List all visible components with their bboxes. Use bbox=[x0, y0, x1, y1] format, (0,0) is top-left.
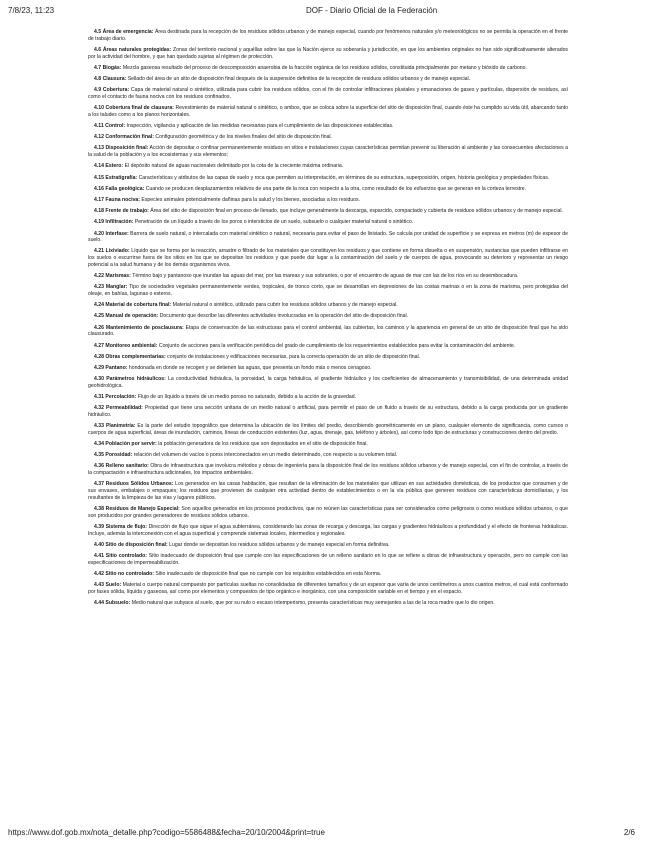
definition-text: Características y atributos de las capas de suelo y roca que permiten su interpretación, en términos de su estructura, superposición, origen, historia geológica y propiedades físicas. bbox=[137, 174, 550, 181]
definition-paragraph bbox=[88, 452, 568, 459]
definition-term: 4.15 Estratigrafía: bbox=[94, 174, 138, 181]
definition-term: 4.20 Interfase: bbox=[94, 230, 129, 237]
definition-term: 4.35 Porosidad: bbox=[94, 452, 133, 459]
definition-text: Barrera de suelo natural, o intercalada con material sintético o natural, necesaria para evitar el paso de lixiviado. Se calcula por unidad de superficie y se expresa en metros (m) de espesor de suelo. bbox=[88, 230, 568, 244]
definition-paragraph bbox=[88, 354, 568, 361]
definition-paragraph bbox=[88, 231, 568, 244]
definition-term: 4.39 Sistema de flujo: bbox=[94, 523, 147, 530]
definition-paragraph bbox=[88, 186, 568, 193]
definition-term: 4.23 Manglar: bbox=[94, 284, 128, 291]
definition-paragraph bbox=[88, 29, 568, 42]
definition-text: Inspección, vigilancia y aplicación de las medidas necesarias para el cumplimiento de las disposiciones establecidas. bbox=[125, 123, 394, 130]
page-footer bbox=[8, 828, 647, 840]
definition-term: 4.9 Cobertura: bbox=[94, 87, 130, 94]
definition-text: Material o cuerpo natural compuesto por partículas sueltas no consolidadas de diferentes tamaños y de un espesor que varía de unos centímetros a unos cuantos metros, el cual está conformado por fases sólida, líquida y gaseosa, así como por elementos y compuestos de tipo orgánico e inorgánico, con una composición variable en el tiempo y en el espacio. bbox=[88, 582, 568, 595]
definition-text: Sitio inadecuado de disposición final que cumple con las especificaciones de un relleno sanitario en lo que se refiere a obras de infraestructura y operación, pero no cumple con las especificaciones de impermeabilización. bbox=[88, 552, 568, 566]
definition-text: El depósito natural de aguas nacionales delimitado por la cota de la creciente máxima ordinaria. bbox=[123, 163, 344, 170]
definition-text: la población generadora de los residuos que son depositados en el sitio de disposición final. bbox=[156, 441, 368, 448]
definition-term: 4.41 Sitio controlado: bbox=[94, 552, 147, 559]
definition-term: 4.40 Sitio de disposición final: bbox=[94, 541, 168, 548]
print-datetime: 7/8/23, 11:23 bbox=[8, 6, 55, 15]
definition-paragraph bbox=[88, 365, 568, 372]
definition-term: 4.21 Lixiviado: bbox=[94, 248, 130, 255]
definition-paragraph bbox=[88, 600, 568, 607]
definition-paragraph bbox=[88, 197, 568, 204]
definition-text: Líquido que se forma por la reacción, arrastre o filtrado de los materiales que constituyen los residuos y que contiene en forma disuelta o en suspensión, sustancias que pueden infiltrarse en los suelos o escurrirse fuera de los sitios en los que se depositan los residuos y que puede dar lugar a la contaminación del suelo y de cuerpos de agua, provocando su deterioro y representar un riesgo potencial a la salud humana y de los demás organismos vivos. bbox=[88, 248, 568, 268]
definition-paragraph bbox=[88, 87, 568, 100]
definition-paragraph bbox=[88, 325, 568, 338]
definition-term: 4.42 Sitio no controlado: bbox=[94, 570, 154, 577]
definition-text: Especies animales potencialmente dañinas para la salud y los bienes, asociadas a los residuos. bbox=[140, 196, 361, 203]
definition-text: Material natural o sintético, utilizado para cubrir los residuos sólidos urbanos y de manejo especial. bbox=[171, 302, 398, 309]
definition-text: Conjunto de acciones para la verificación periódica del grado de cumplimiento de los requerimientos establecidos para evitar la contaminación del ambiente. bbox=[157, 342, 516, 349]
definition-term: 4.17 Fauna nociva: bbox=[94, 196, 140, 203]
definition-term: 4.33 Planimetría: bbox=[94, 423, 136, 430]
definition-text: relación del volumen de vacíos o poros interconectados en un medio determinado, con respecto a su volumen total. bbox=[132, 452, 398, 459]
definition-text: Los generados en las casas habitación, que resultan de la eliminación de los materiales que utilizan en sus actividades domésticas, de los productos que consumen y de sus envases, embalajes o empaques; los residuos que provienen de cualquier otra actividad dentro de establecimientos o en la vía pública que generen residuos con características domiciliarias, y los resultantes de la limpieza de las vías y lugares públicos. bbox=[88, 481, 569, 501]
definition-paragraph bbox=[88, 145, 568, 158]
definition-term: 4.37 Residuos Sólidos Urbanos: bbox=[94, 481, 174, 488]
definition-paragraph bbox=[88, 423, 568, 436]
definition-paragraph bbox=[88, 105, 568, 118]
definition-paragraph bbox=[88, 65, 568, 72]
definition-term: 4.38 Residuos de Manejo Especial: bbox=[94, 505, 180, 512]
definition-text: Lugar donde se depositan los residuos sólidos urbanos y de manejo especial en forma definitiva. bbox=[167, 541, 390, 548]
definition-term: 4.16 Falla geológica: bbox=[94, 185, 145, 192]
definition-term: 4.22 Marismas: bbox=[94, 273, 131, 280]
page-header bbox=[8, 6, 647, 18]
definition-term: 4.31 Percolación: bbox=[94, 394, 137, 401]
definition-paragraph bbox=[88, 273, 568, 280]
definition-text: Mezcla gaseosa resultado del proceso de descomposición anaerobia de la fracción orgánica de los residuos sólidos, constituida principalmente por metano y bióxido de carbono. bbox=[121, 64, 527, 71]
page-url-link[interactable]: https://www.dof.gob.mx/nota_detalle.php?codigo=5586488&fecha=20/10/2004&print=true bbox=[8, 828, 325, 837]
definition-paragraph bbox=[88, 208, 568, 215]
definition-paragraph bbox=[88, 302, 568, 309]
definition-text: Penetración de un líquido a través de los poros o intersticios de un suelo, subsuelo o cualquier material natural o sintético. bbox=[133, 219, 414, 226]
definition-paragraph bbox=[88, 542, 568, 549]
definition-text: Etapa de conservación de las estructuras para el control ambiental, las cubiertas, los caminos y la apariencia en general de un sitio de disposición final que ha sido clausurado. bbox=[88, 324, 568, 338]
definition-term: 4.7 Biogás: bbox=[94, 64, 122, 71]
page-number: 2/6 bbox=[623, 828, 635, 837]
definition-text: Cuando se producen desplazamientos relativos de una parte de la roca con respecto a la otra, como resultado de los esfuerzos que se generan en la corteza terrestre. bbox=[144, 185, 527, 192]
definition-text: Término bajo y pantanoso que inundan las aguas del mar, por las mareas y sus sobrantes, o por el encuentro de aguas de mar con las de los ríos en su desembocadura. bbox=[130, 273, 519, 280]
definition-text: Propiedad que tiene una sección unitaria de un medio natural o artificial, para permitir el paso de un fluido a través de su estructura, debido a la carga producida por un gradiente hidráulico. bbox=[88, 405, 568, 418]
definition-paragraph bbox=[88, 343, 568, 350]
definition-paragraph bbox=[88, 376, 568, 389]
definition-term: 4.44 Subsuelo: bbox=[94, 599, 131, 606]
definition-text: Capa de material natural o sintético, utilizada para cubrir los residuos sólidos, con el fin de controlar infiltraciones pluviales y emanaciones de gases y partículas, dispersión de residuos, así como el contacto de fauna nociva con los residuos confinados. bbox=[88, 87, 568, 100]
definition-paragraph bbox=[88, 463, 568, 476]
definition-term: 4.28 Obras complementarias: bbox=[94, 353, 166, 360]
definition-text: Zonas del territorio nacional y aquéllas sobre las que la Nación ejerce su soberanía y jurisdicción, en que los ambientes originales no han sido significativamente alterados por la actividad del hombre, y que han quedado sujetas al régimen de protección. bbox=[88, 46, 568, 60]
definition-text: Configuración geométrica y de los niveles finales del sitio de disposición final. bbox=[153, 134, 333, 141]
definition-text: conjunto de instalaciones y edificaciones necesarias, para la correcta operación de un sitio de disposición final. bbox=[165, 353, 421, 360]
definition-paragraph bbox=[88, 394, 568, 401]
definition-text: Tipo de sociedades vegetales permanentemente verdes, tropicales, de tronco corto, que se desarrollan en depresiones de las costas marinas o en la zona de marisma, pero protegidas del oleaje, en bahías, lagunas o esteros. bbox=[88, 284, 569, 297]
definition-paragraph bbox=[88, 175, 568, 182]
definition-text: Revestimiento de material natural o sintético, o ambos, que se coloca sobre la superficie del sitio de disposición final, cuando éste ha cumplido su vida útil, abarcando tanto a los taludes como a los planos horizontales. bbox=[88, 105, 568, 118]
definition-term: 4.10 Cobertura final de clausura: bbox=[94, 105, 174, 112]
definition-paragraph bbox=[88, 481, 568, 501]
definition-text: Es la parte del estudio topográfico que determina la ubicación de los límites del predio, describiendo geométricamente en un plano, cualquier elemento de significancia, como cursos o cuerpos de agua superficial, áreas de inundación, caminos, líneas de conducción existentes (luz, agua, drenaje, gas, teléfono y árboles), así como todo tipo de estructuras y construcciones dentro del predio. bbox=[88, 423, 568, 436]
definition-text: Área del sitio de disposición final en proceso de llenado, que incluye generalmente la descarga, esparcido, compactado y cubierta de residuos sólidos urbanos y de manejo especial. bbox=[148, 208, 563, 215]
definition-term: 4.6 Áreas naturales protegidas: bbox=[94, 46, 172, 53]
definition-text: Acción de depositar o confinar permanentemente residuos en sitios e instalaciones cuyas características permitan prevenir su liberación al ambiente y las consecuentes afectaciones a la salud de la población y a los ecosistemas y sus elementos; bbox=[88, 145, 568, 159]
definition-paragraph bbox=[88, 284, 568, 297]
definition-text: Sitio inadecuado de disposición final que no cumple con los requisitos establecidos en esta Norma. bbox=[153, 570, 382, 577]
definition-paragraph bbox=[88, 506, 568, 519]
definition-paragraph bbox=[88, 248, 568, 268]
definition-paragraph bbox=[88, 524, 568, 537]
definition-term: 4.25 Manual de operación: bbox=[94, 313, 159, 320]
definition-text: hondonada en donde se recogen y se detienen las aguas, que presenta un fondo más o menos cenagoso. bbox=[127, 364, 372, 371]
definition-term: 4.29 Pantano: bbox=[94, 364, 128, 371]
definition-text: Flujo de un líquido a través de un medio poroso no saturado, debido a la acción de la gravedad. bbox=[136, 394, 357, 401]
definition-term: 4.12 Conformación final: bbox=[94, 134, 154, 141]
definition-term: 4.32 Permeabilidad: bbox=[94, 405, 143, 412]
definition-paragraph bbox=[88, 441, 568, 448]
definition-term: 4.30 Parámetros hidráulicos: bbox=[94, 376, 166, 383]
definition-paragraph bbox=[88, 313, 568, 320]
definition-text: Medio natural que subyace al suelo, que por su nulo o escaso intemperismo, presenta características muy semejantes a las de la roca madre que lo dio origen. bbox=[130, 599, 495, 606]
definition-term: 4.36 Relleno sanitario: bbox=[94, 463, 149, 470]
definition-term: 4.27 Monitoreo ambiental: bbox=[94, 342, 158, 349]
definition-paragraph bbox=[88, 571, 568, 578]
definition-text: Dirección de flujo que sigue el agua subterránea, considerando las zonas de recarga y descarga, las cargas y gradientes hidráulicos a profundidad y el efecto de fronteras hidráulicas. Incluye, además la interconexión con el agua superficial y comprende sistemas locales, intermedios y regionales. bbox=[88, 523, 568, 537]
definition-text: Son aquellos generados en los procesos productivos, que no reúnen las características para ser considerados como peligrosos o como residuos sólidos urbanos, o que son producidos por grandes generadores de residuos sólidos urbanos. bbox=[88, 505, 568, 519]
definition-term: 4.34 Población por servir: bbox=[94, 441, 157, 448]
document-source-title: DOF - Diario Oficial de la Federación bbox=[306, 6, 438, 15]
definition-term: 4.8 Clausura: bbox=[94, 76, 127, 83]
definition-paragraph bbox=[88, 163, 568, 170]
definition-term: 4.19 Infiltración: bbox=[94, 219, 134, 226]
definition-term: 4.26 Mantenimiento de posclausura: bbox=[94, 324, 184, 331]
definition-term: 4.43 Suelo: bbox=[94, 582, 122, 589]
document-body bbox=[88, 29, 568, 611]
definition-text: Obra de infraestructura que involucra métodos y obras de ingeniería para la disposición final de los residuos sólidos urbanos y de manejo especial, con el fin de controlar, a través de la compactación e infraestructura adicionales, los impactos ambientales. bbox=[88, 463, 568, 477]
definition-term: 4.24 Material de cobertura final: bbox=[94, 302, 172, 309]
definition-text: Área destinada para la recepción de los residuos sólidos urbanos y de manejo especial, cuando por fenómenos naturales y/o meteorológicos no se permita la operación en el frente de trabajo diario. bbox=[88, 29, 568, 42]
definition-paragraph bbox=[88, 582, 568, 595]
definition-term: 4.11 Control: bbox=[94, 123, 126, 130]
definition-paragraph bbox=[88, 47, 568, 60]
definition-text: Documento que describe las diferentes actividades involucradas en la operación del sitio de disposición final. bbox=[158, 313, 409, 320]
definition-paragraph bbox=[88, 405, 568, 418]
definition-term: 4.13 Disposición final: bbox=[94, 145, 149, 152]
definition-text: La conductividad hidráulica, la porosidad, la carga hidráulica, el gradiente hidráulico y los coeficientes de almacenamiento y transmisibilidad, de una determinada unidad geohidrológica. bbox=[88, 376, 568, 389]
definition-paragraph bbox=[88, 123, 568, 130]
definition-paragraph bbox=[88, 553, 568, 566]
definition-text: Sellado del área de un sitio de disposición final después de la suspensión definitiva de la recepción de residuos sólidos urbanos y de manejo especial. bbox=[126, 76, 471, 83]
definition-term: 4.18 Frente de trabajo: bbox=[94, 208, 149, 215]
definition-term: 4.5 Área de emergencia: bbox=[94, 29, 154, 35]
definition-term: 4.14 Estero: bbox=[94, 163, 124, 170]
definition-paragraph bbox=[88, 76, 568, 83]
definition-paragraph bbox=[88, 134, 568, 141]
definition-paragraph bbox=[88, 219, 568, 226]
